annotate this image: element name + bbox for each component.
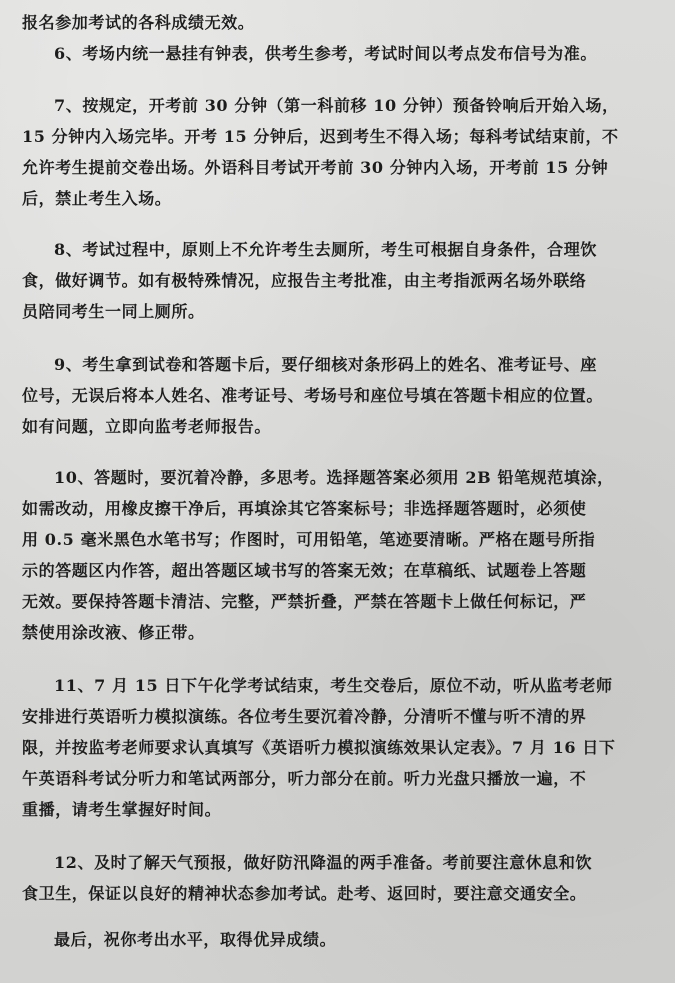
document-line: 禁使用涂改液、修正带。 <box>22 623 205 642</box>
document-line: 后，禁止考生入场。 <box>22 189 172 208</box>
document-line: 位号，无误后将本人姓名、准考证号、考场号和座位号填在答题卡相应的位置。 <box>22 386 604 405</box>
document-line: 7、按规定，开考前 30 分钟（第一科前移 10 分钟）预备铃响后开始入场， <box>54 96 619 115</box>
document-line: 最后，祝你考出水平，取得优异成绩。 <box>54 930 337 949</box>
document-line: 9、考生拿到试卷和答题卡后，要仔细核对条形码上的姓名、准考证号、座 <box>54 355 597 374</box>
document-line: 6、考场内统一悬挂有钟表，供考生参考，考试时间以考点发布信号为准。 <box>54 44 597 63</box>
document-line: 12、及时了解天气预报，做好防汛降温的两手准备。考前要注意休息和饮 <box>54 853 593 872</box>
document-line: 10、答题时，要沉着冷静，多思考。选择题答案必须用 2B 铅笔规范填涂， <box>54 468 614 487</box>
document-line: 午英语科考试分听力和笔试两部分，听力部分在前。听力光盘只播放一遍，不 <box>22 769 587 788</box>
document-line: 如有问题，立即向监考老师报告。 <box>22 417 272 436</box>
document-line: 8、考试过程中，原则上不允许考生去厕所，考生可根据自身条件，合理饮 <box>54 240 597 259</box>
document-line: 允许考生提前交卷出场。外语科目考试开考前 30 分钟内入场，开考前 15 分钟 <box>22 158 609 177</box>
document-line: 用 0.5 毫米黑色水笔书写；作图时，可用铅笔，笔迹要清晰。严格在题号所指 <box>22 530 596 549</box>
document-line: 11、7 月 15 日下午化学考试结束，考生交卷后，原位不动，听从监考老师 <box>54 676 613 695</box>
document-line: 员陪同考生一同上厕所。 <box>22 302 205 321</box>
document-line: 报名参加考试的各科成绩无效。 <box>22 13 255 32</box>
document-line: 安排进行英语听力模拟演练。各位考生要沉着冷静，分清听不懂与听不清的界 <box>22 707 587 726</box>
document-line: 限，并按监考老师要求认真填写《英语听力模拟演练效果认定表》。7 月 16 日下 <box>22 738 616 757</box>
document-line: 无效。要保持答题卡清洁、完整，严禁折叠，严禁在答题卡上做任何标记，严 <box>22 592 587 611</box>
document-line: 示的答题区内作答，超出答题区域书写的答案无效；在草稿纸、试题卷上答题 <box>22 561 587 580</box>
document-line: 重播，请考生掌握好时间。 <box>22 800 222 819</box>
document-line: 15 分钟内入场完毕。开考 15 分钟后，迟到考生不得入场；每科考试结束前，不 <box>22 127 619 146</box>
document-line: 食，做好调节。如有极特殊情况，应报告主考批准，由主考指派两名场外联络 <box>22 271 587 290</box>
document-line: 如需改动，用橡皮擦干净后，再填涂其它答案标号；非选择题答题时，必须使 <box>22 499 587 518</box>
document-line: 食卫生，保证以良好的精神状态参加考试。赴考、返回时，要注意交通安全。 <box>22 884 587 903</box>
